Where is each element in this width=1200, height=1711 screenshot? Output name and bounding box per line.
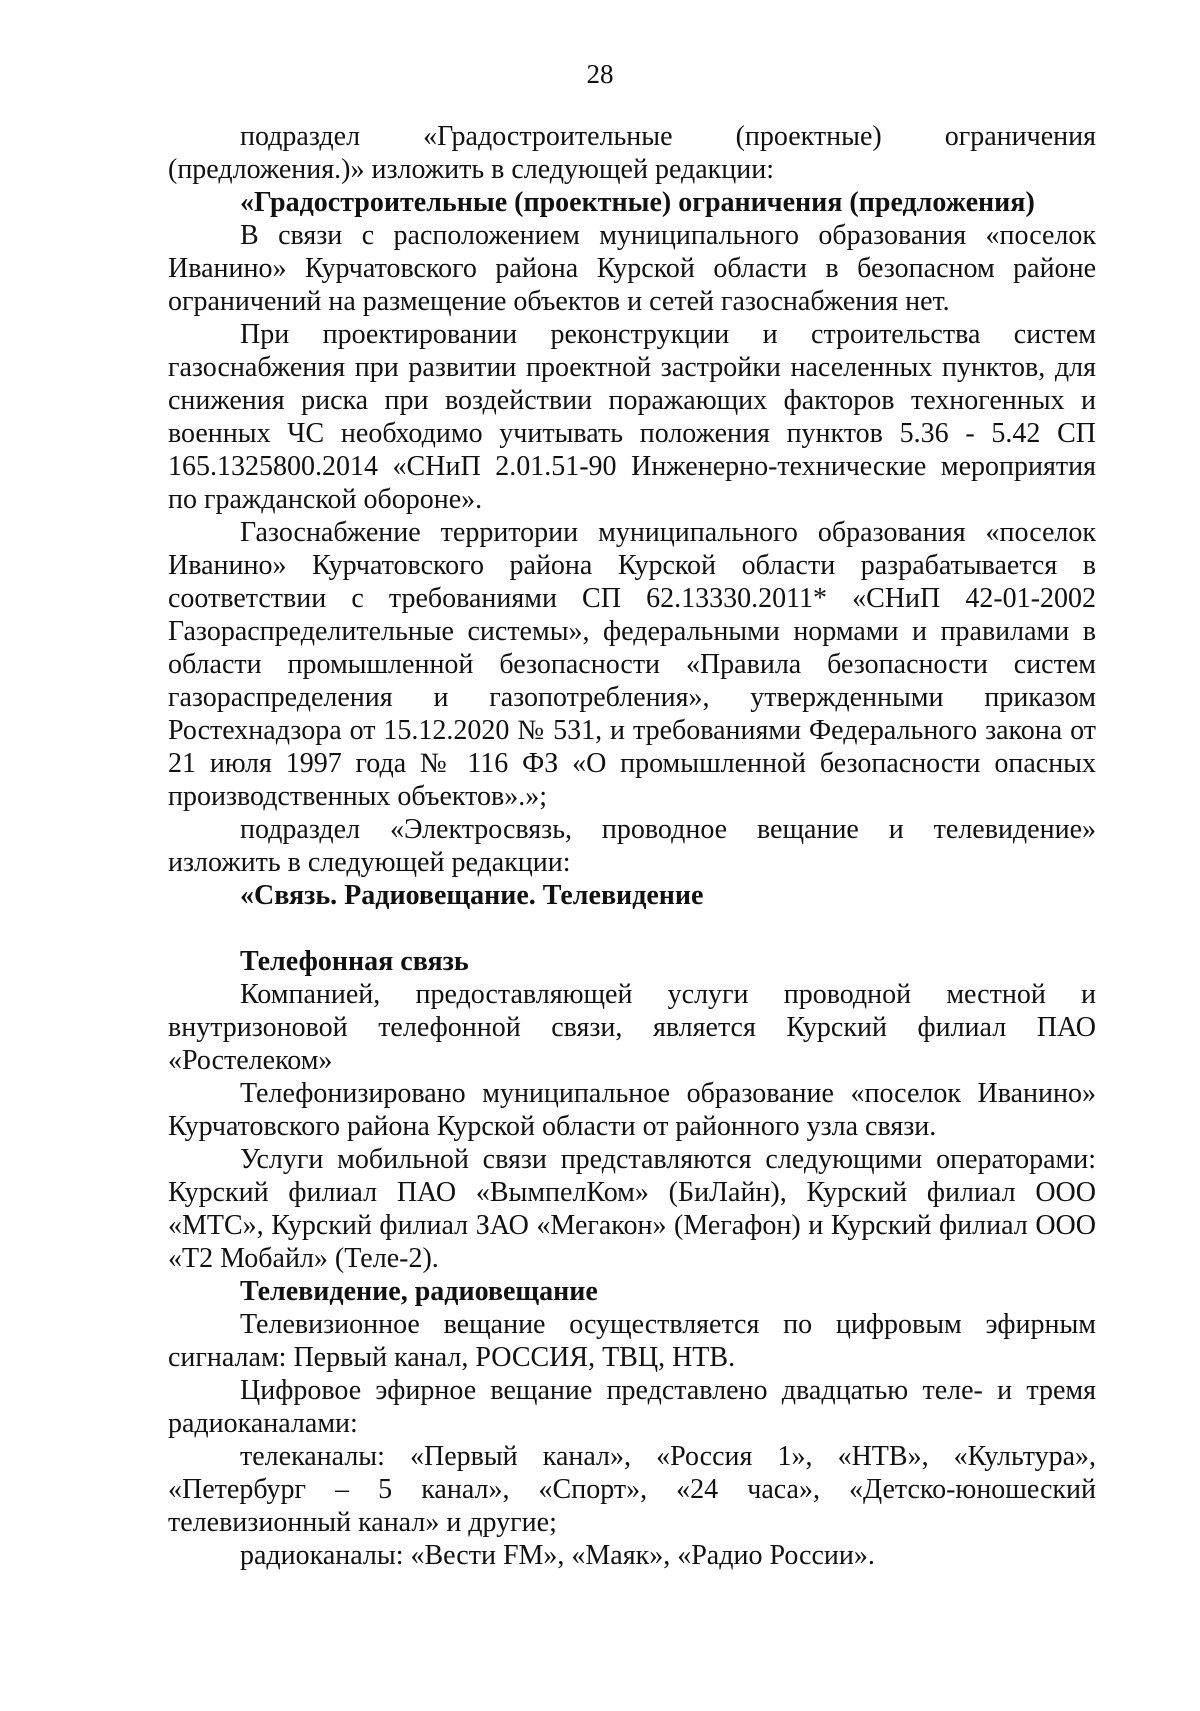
document-body — [168, 120, 1096, 1572]
paragraph-mobile-operators: Услуги мобильной связи представляются следующими операторами: Курский филиал ПАО «ВымпелКом» (БиЛайн), Курский филиал ООО «МТС», Курский филиал ЗАО «Мегакон» (Мегафон) и Курский филиал ООО «Т2 Мобайл» (Теле-2). — [168, 1144, 1096, 1274]
heading-urban-planning-restrictions: «Градостроительные (проектные) ограничения (предложения) — [240, 187, 1035, 218]
blank-line — [168, 912, 1096, 945]
paragraph-gas-supply: Газоснабжение территории муниципального образования «поселок Иванино» Курчатовского района Курской области разрабатывается в соответствии с требованиями СП 62.13330.2011* «СНиП 42-01-2002 Газораспределительные системы», федеральными нормами и правилами в области промышленной безопасности «Правила безопасности систем газораспределения и газопотребления», утвержденными приказом Ростехнадзора от 15.12.2020 № 531, и требованиями Федерального закона от 21 июля 1997 года № 116 ФЗ «О промышленной безопасности опасных производственных объектов».»; — [168, 517, 1096, 812]
paragraph-digital-broadcast: Цифровое эфирное вещание представлено двадцатью теле- и тремя радиоканалами: — [168, 1375, 1096, 1439]
heading-communications: «Связь. Радиовещание. Телевидение — [240, 880, 704, 911]
paragraph-subsection-telecom: подраздел «Электросвязь, проводное вещание и телевидение» изложить в следующей редакции: — [168, 814, 1096, 878]
paragraph-subsection-urban-planning: подраздел «Градостроительные (проектные) ограничения (предложения.)» изложить в следующей редакции: — [168, 121, 1096, 185]
paragraph-safe-area: В связи с расположением муниципального образования «поселок Иванино» Курчатовского района Курской области в безопасном районе ограничений на размещение объектов и сетей газоснабжения нет. — [168, 220, 1096, 317]
page-number: 28 — [586, 59, 614, 89]
paragraph-telephonization: Телефонизировано муниципальное образование «поселок Иванино» Курчатовского района Курской области от районного узла связи. — [168, 1078, 1096, 1142]
paragraph-design-requirements: При проектировании реконструкции и строительства систем газоснабжения при развитии проектной застройки населенных пунктов, для снижения риска при воздействии поражающих факторов техногенных и военных ЧС необходимо учитывать положения пунктов 5.36 - 5.42 СП 165.1325800.2014 «СНиП 2.01.51-90 Инженерно-технические мероприятия по гражданской обороне». — [168, 319, 1096, 515]
paragraph-tv-channels: телеканалы: «Первый канал», «Россия 1», «НТВ», «Культура», «Петербург – 5 канал», «Спорт», «24 часа», «Детско-юношеский телевизионный канал» и другие; — [168, 1441, 1096, 1538]
paragraph-tv-broadcast: Телевизионное вещание осуществляется по цифровым эфирным сигналам: Первый канал, РОССИЯ, ТВЦ, НТВ. — [168, 1309, 1096, 1373]
heading-telephone: Телефонная связь — [240, 946, 469, 977]
paragraph-radio-channels: радиоканалы: «Вести FM», «Маяк», «Радио России». — [240, 1540, 875, 1571]
paragraph-telephone-provider: Компанией, предоставляющей услуги проводной местной и внутризоновой телефонной связи, является Курский филиал ПАО «Ростелеком» — [168, 979, 1096, 1076]
heading-tv-radio: Телевидение, радиовещание — [240, 1276, 598, 1307]
